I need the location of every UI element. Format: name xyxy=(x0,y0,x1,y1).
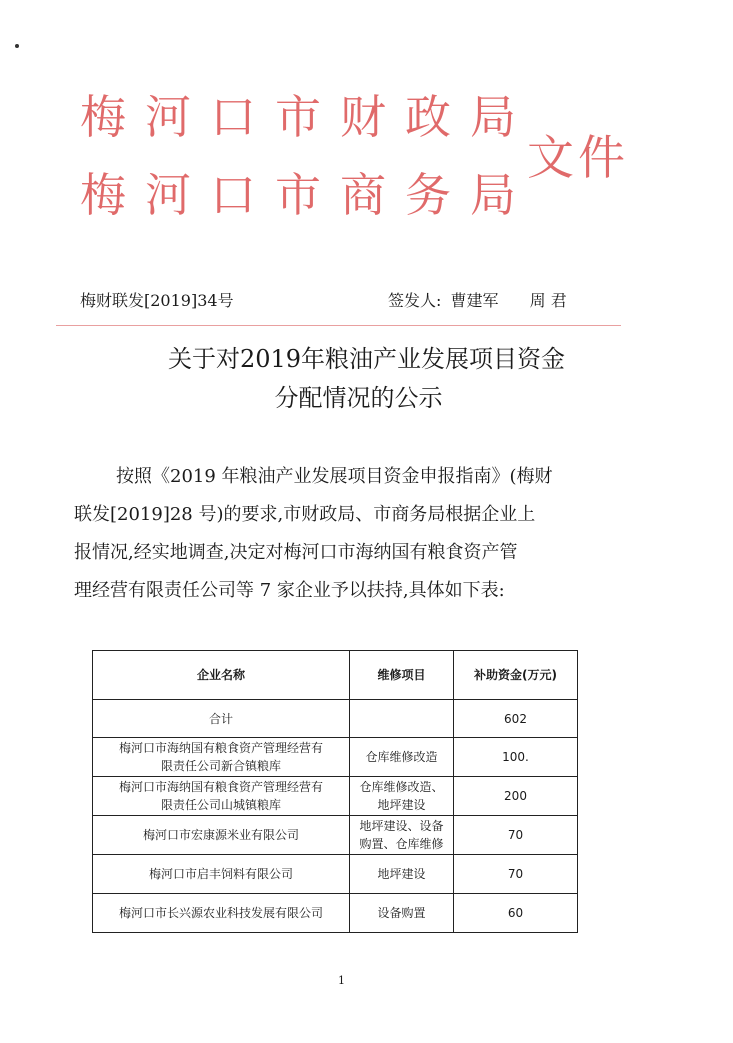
amount-cell: 70 xyxy=(454,855,578,894)
table-total-row xyxy=(93,700,578,738)
document-number: 梅财联发[2019]34号 xyxy=(80,291,234,310)
total-project xyxy=(350,700,454,738)
signer-name: 周 君 xyxy=(529,291,567,310)
document-type-label: 文件 xyxy=(527,131,629,186)
body-line: 按照《2019 年粮油产业发展项目资金申报指南》(梅财 xyxy=(116,466,553,487)
amount-cell: 60 xyxy=(454,894,578,933)
notice-title-line-1: 关于对2019年粮油产业发展项目资金 xyxy=(167,345,566,373)
body-line: 理经营有限责任公司等 7 家企业予以扶持,具体如下表: xyxy=(74,580,505,601)
body-line: 联发[2019]28 号)的要求,市财政局、市商务局根据企业上 xyxy=(74,504,536,525)
signer-label: 签发人: xyxy=(388,291,442,310)
company-cell xyxy=(93,816,350,855)
column-header-amount: 补助资金(万元) xyxy=(454,651,578,700)
funding-table xyxy=(92,650,578,933)
project-cell xyxy=(350,816,454,855)
page-number: 1 xyxy=(338,974,345,987)
company-line: 梅河口市海纳国有粮食资产管理经营有 xyxy=(118,780,323,794)
signer-name: 曹建军 xyxy=(450,291,499,310)
column-header-project: 维修项目 xyxy=(350,651,454,700)
company-line: 限责任公司新合镇粮库 xyxy=(160,759,281,773)
amount-cell: 100. xyxy=(454,738,578,777)
amount-cell: 200 xyxy=(454,777,578,816)
issuer-commerce-bureau: 梅河口市商务局 xyxy=(80,168,535,222)
amount-cell: 70 xyxy=(454,816,578,855)
signer-line xyxy=(388,288,571,311)
company-cell xyxy=(93,777,350,816)
company-line: 梅河口市启丰饲料有限公司 xyxy=(148,867,293,881)
issuer-finance-bureau: 梅河口市财政局 xyxy=(80,90,535,144)
project-cell xyxy=(350,738,454,777)
project-line: 地坪建设 xyxy=(377,867,426,881)
company-cell xyxy=(93,855,350,894)
project-cell xyxy=(350,855,454,894)
company-line: 梅河口市长兴源农业科技发展有限公司 xyxy=(118,906,323,920)
total-amount: 602 xyxy=(454,700,578,738)
company-line: 梅河口市海纳国有粮食资产管理经营有 xyxy=(118,741,323,755)
notice-title-line-2: 分配情况的公示 xyxy=(274,384,443,412)
project-cell xyxy=(350,894,454,933)
company-cell xyxy=(93,738,350,777)
total-label: 合计 xyxy=(93,700,350,738)
table-row xyxy=(93,738,578,777)
project-line: 地坪建设、设备 xyxy=(359,819,444,833)
notice-body xyxy=(76,458,616,610)
body-line: 报情况,经实地调查,决定对梅河口市海纳国有粮食资产管 xyxy=(74,542,518,563)
project-line: 购置、仓库维修 xyxy=(359,837,444,851)
table-row xyxy=(93,855,578,894)
company-line: 限责任公司山城镇粮库 xyxy=(160,798,281,812)
project-line: 仓库维修改造、 xyxy=(359,780,444,794)
table-header-row xyxy=(93,651,578,700)
project-line: 设备购置 xyxy=(377,906,426,920)
table-row xyxy=(93,777,578,816)
project-line: 仓库维修改造 xyxy=(365,750,438,764)
project-line: 地坪建设 xyxy=(377,798,426,812)
company-cell xyxy=(93,894,350,933)
scan-speck xyxy=(15,44,19,48)
company-line: 梅河口市宏康源米业有限公司 xyxy=(142,828,299,842)
column-header-company: 企业名称 xyxy=(93,651,350,700)
header-divider xyxy=(56,325,621,326)
table-row xyxy=(93,894,578,933)
table-row xyxy=(93,816,578,855)
project-cell xyxy=(350,777,454,816)
